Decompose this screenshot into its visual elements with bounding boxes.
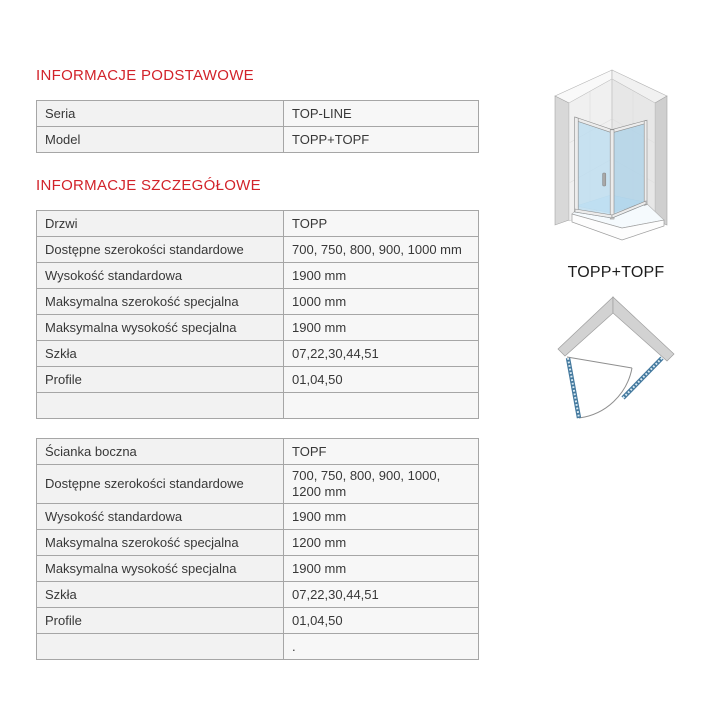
table-row xyxy=(37,101,479,127)
spec-label-cell: Wysokość standardowa xyxy=(37,263,284,289)
wall-column-right xyxy=(655,96,667,225)
spec-label-cell: Ścianka boczna xyxy=(37,439,284,465)
sidewall-spec-table xyxy=(36,438,479,660)
spec-value-cell: 1200 mm xyxy=(284,530,479,556)
spec-label-cell: Wysokość standardowa xyxy=(37,504,284,530)
spec-label-cell xyxy=(37,393,284,419)
table-row xyxy=(37,465,479,504)
spec-value-cell: 07,22,30,44,51 xyxy=(284,341,479,367)
table-row xyxy=(37,393,479,419)
table-row xyxy=(37,556,479,582)
sidewall-glass-line xyxy=(568,358,579,418)
spec-value-cell: 700, 750, 800, 900, 1000, 1200 mm xyxy=(284,465,479,504)
shower-3d-illustration xyxy=(545,55,720,290)
spec-label-cell: Profile xyxy=(37,367,284,393)
spec-label-cell: Szkła xyxy=(37,341,284,367)
table-row xyxy=(37,608,479,634)
door-handle xyxy=(603,173,606,186)
table-row xyxy=(37,211,479,237)
spec-label-cell: Maksymalna wysokość specjalna xyxy=(37,315,284,341)
spec-value-cell: 700, 750, 800, 900, 1000 mm xyxy=(284,237,479,263)
spec-label-cell: Maksymalna wysokość specjalna xyxy=(37,556,284,582)
table-row xyxy=(37,582,479,608)
spec-value-cell xyxy=(284,393,479,419)
spec-label-cell: Szkła xyxy=(37,582,284,608)
topview-diagram xyxy=(545,290,720,450)
spec-label-cell: Profile xyxy=(37,608,284,634)
spec-value-cell: 1900 mm xyxy=(284,556,479,582)
spec-label-cell: Maksymalna szerokość specjalna xyxy=(37,530,284,556)
table-row xyxy=(37,504,479,530)
section-heading-basic-info: INFORMACJE PODSTAWOWE xyxy=(36,67,254,84)
spec-label-cell: Drzwi xyxy=(37,211,284,237)
table-row xyxy=(37,341,479,367)
section-heading-detailed-info: INFORMACJE SZCZEGÓŁOWE xyxy=(36,177,261,194)
spec-label-cell xyxy=(37,634,284,660)
spec-value-cell: 1900 mm xyxy=(284,504,479,530)
spec-value-cell: 07,22,30,44,51 xyxy=(284,582,479,608)
spec-value-cell: 01,04,50 xyxy=(284,367,479,393)
spec-value-cell: . xyxy=(284,634,479,660)
table-row xyxy=(37,315,479,341)
table-row xyxy=(37,263,479,289)
table-row xyxy=(37,289,479,315)
spec-value-cell: TOPF xyxy=(284,439,479,465)
door-closed-line xyxy=(567,357,632,368)
table-row xyxy=(37,367,479,393)
spec-value-cell: TOP-LINE xyxy=(284,101,479,127)
table-row xyxy=(37,439,479,465)
spec-label-cell: Dostępne szerokości standardowe xyxy=(37,465,284,504)
spec-label-cell: Maksymalna szerokość specjalna xyxy=(37,289,284,315)
spec-value-cell: 1900 mm xyxy=(284,315,479,341)
table-row xyxy=(37,530,479,556)
model-caption: TOPP+TOPF xyxy=(567,264,665,281)
topview-wall-right xyxy=(613,297,674,361)
door-spec-table xyxy=(36,210,479,419)
spec-value-cell: 01,04,50 xyxy=(284,608,479,634)
topview-wall-left xyxy=(558,297,613,356)
spec-value-cell: 1900 mm xyxy=(284,263,479,289)
table-row xyxy=(37,127,479,153)
spec-value-cell: TOPP+TOPF xyxy=(284,127,479,153)
spec-value-cell: TOPP xyxy=(284,211,479,237)
spec-value-cell: 1000 mm xyxy=(284,289,479,315)
door-swing-arc xyxy=(579,368,632,418)
basic-info-table xyxy=(36,100,479,153)
spec-label-cell: Dostępne szerokości standardowe xyxy=(37,237,284,263)
spec-label-cell: Seria xyxy=(37,101,284,127)
table-row xyxy=(37,634,479,660)
spec-label-cell: Model xyxy=(37,127,284,153)
table-row xyxy=(37,237,479,263)
glass-door-panel xyxy=(575,118,612,218)
wall-column-left xyxy=(555,96,569,225)
